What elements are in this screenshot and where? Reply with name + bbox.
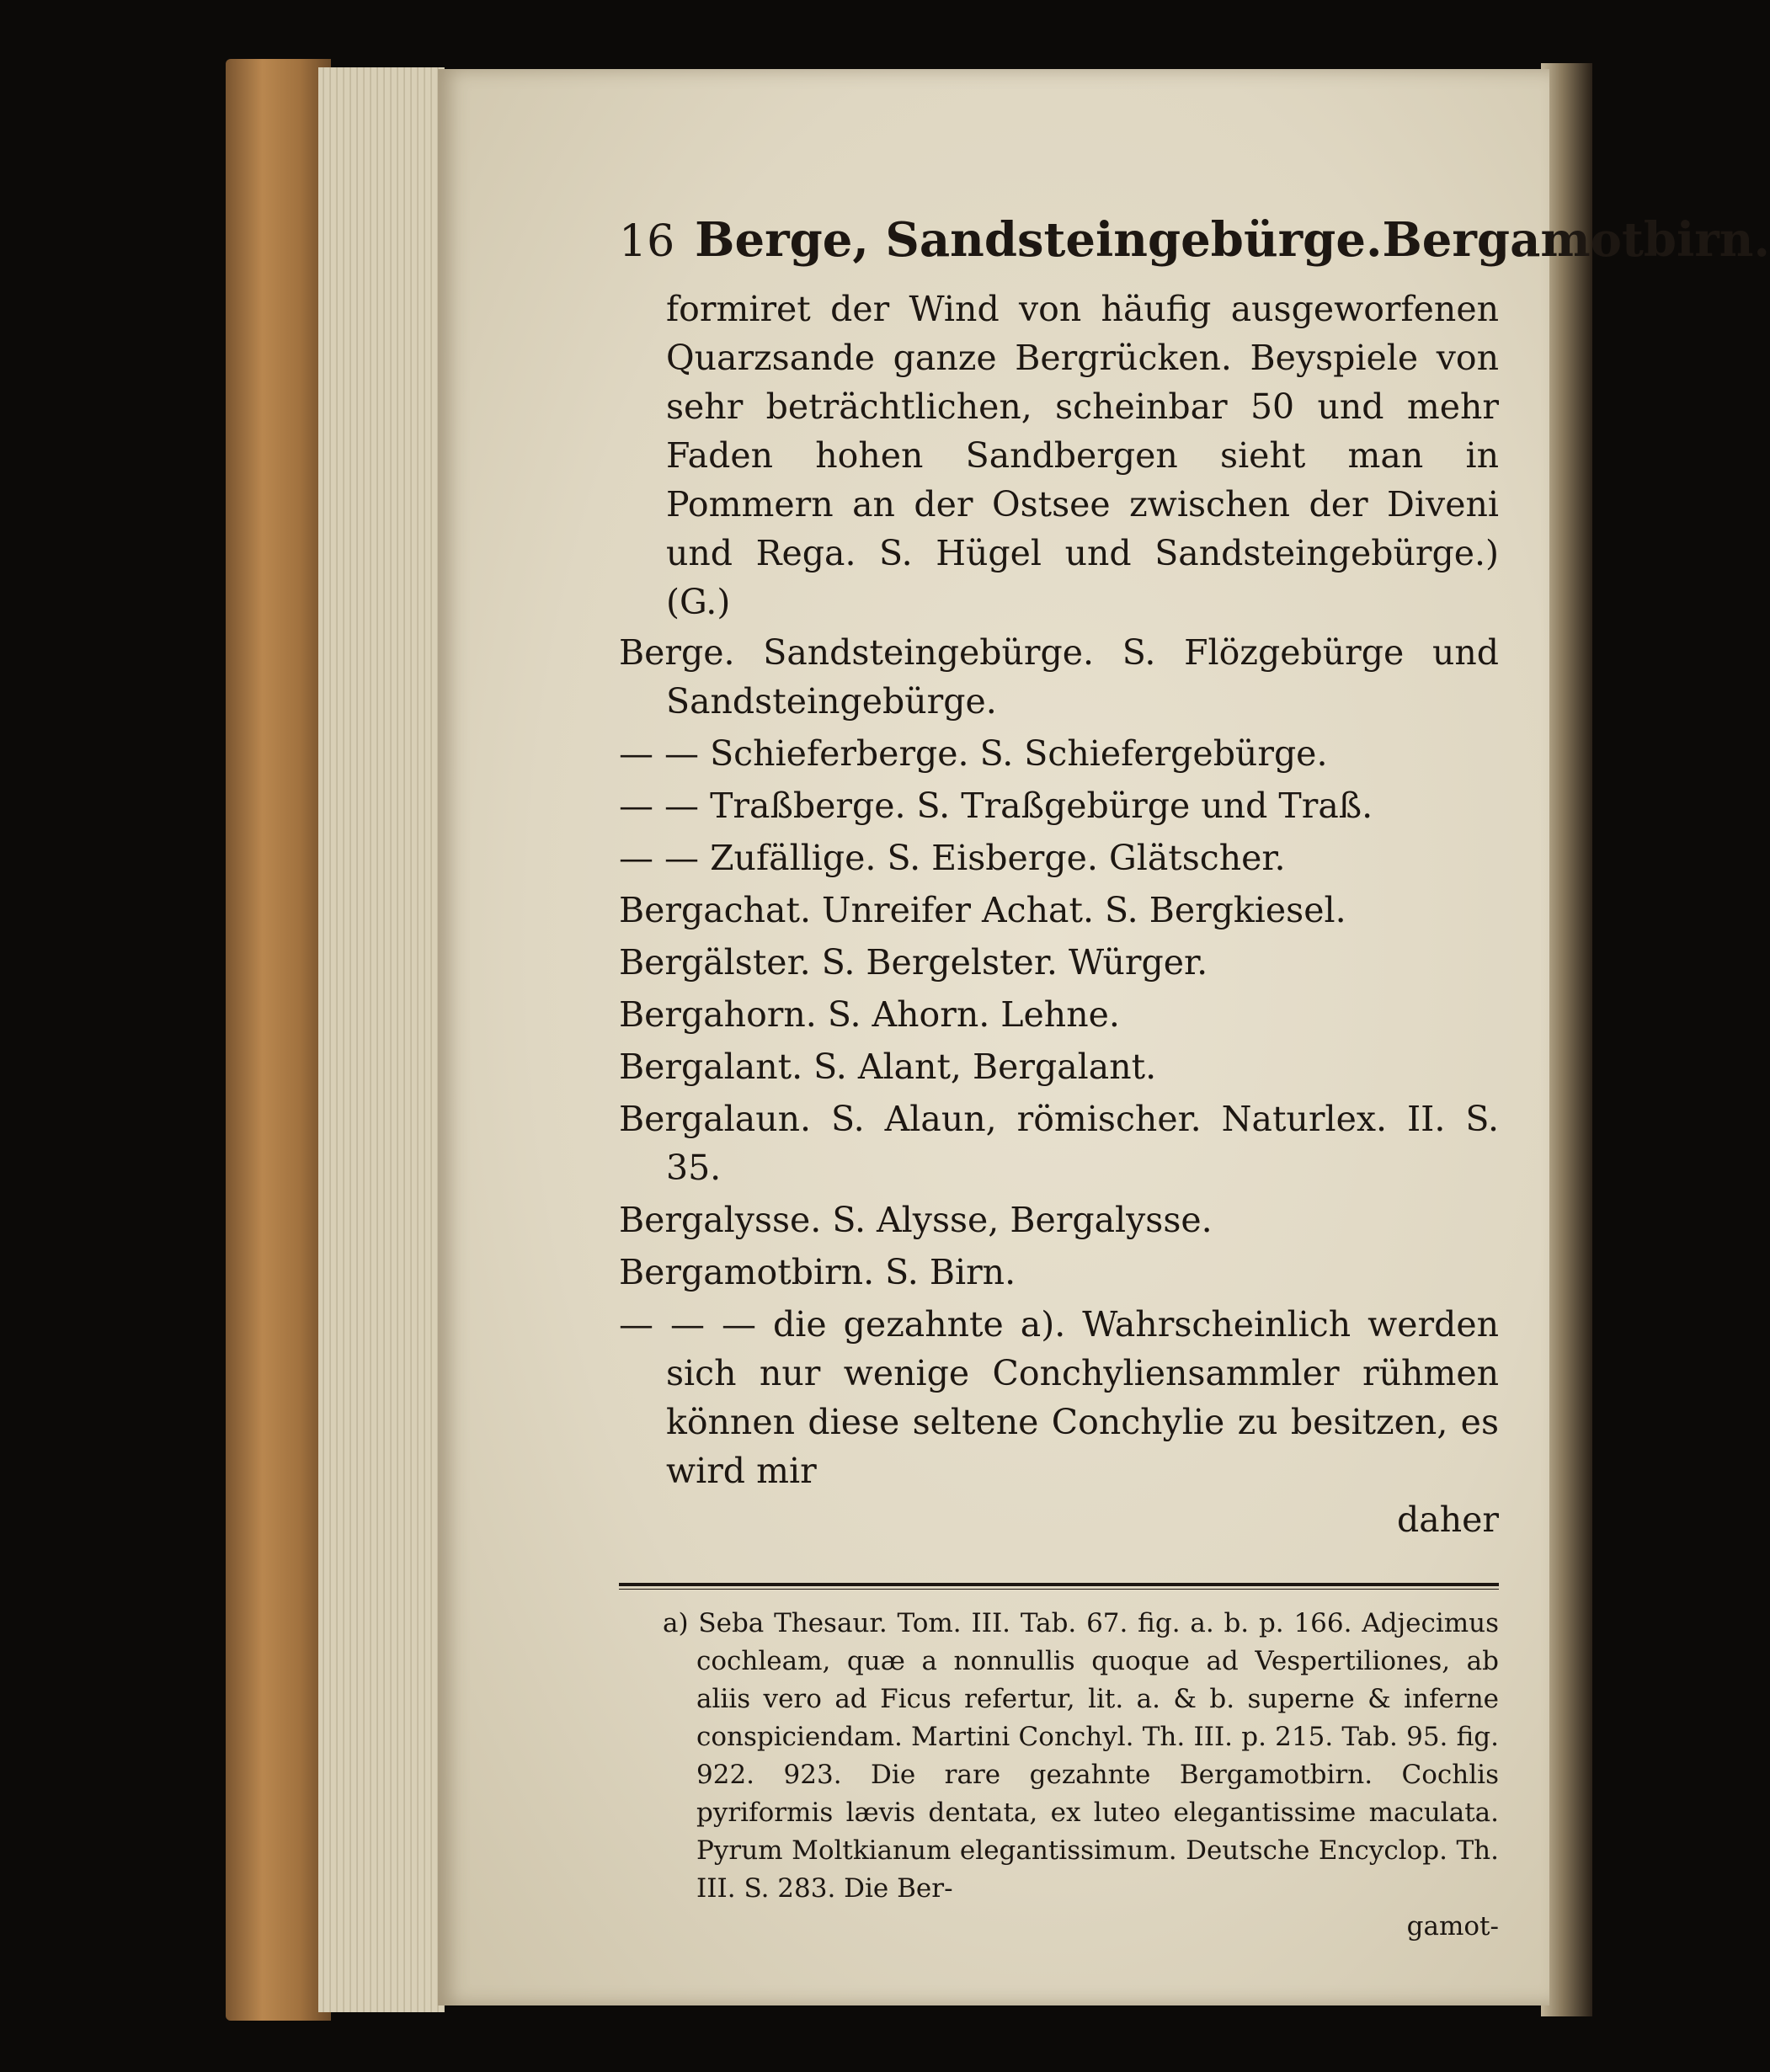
dictionary-entry: Bergalant. S. Alant, Bergalant. [619,1047,1157,1087]
entry-catchword: daher [1397,1499,1499,1540]
footnote-catchword: gamot- [1406,1911,1499,1942]
header-catchword: Bergamotbirn. [1382,212,1770,268]
footnote [619,1605,1499,1946]
dictionary-entry: — — Zufällige. S. Eisberge. Glätscher. [619,838,1286,878]
dictionary-entry: Bergamotbirn. S. Birn. [619,1252,1016,1292]
page-stack-edges [318,67,445,2012]
footnote-text: a) Seba Thesaur. Tom. III. Tab. 67. fig. a. b. p. 166. Adjecimus cochleam, quæ a nonnullis quoque ad Vespertiliones, ab aliis vero ad Ficus refertur, lit. a. & b. superne & inferne conspiciendam. Martini Conchyl. Th. III. p. 215. Tab. 95. fig. 922. 923. Die rare gezahnte Bergamotbirn. Cochlis pyriformis lævis dentata, ex luteo elegantissime maculata. Pyrum Moltkianum elegantissimum. Deutsche Encyclop. Th. III. S. 283. Die Ber- [663,1608,1499,1904]
dictionary-entry: — — — die gezahnte a). Wahrscheinlich werden sich nur wenige Conchyliensammler rühmen können diese seltene Conchylie zu besitzen, es wird mir [619,1304,1499,1491]
page-number: 16 [619,216,675,267]
running-header [619,210,1770,271]
dictionary-entry: Bergalaun. S. Alaun, römischer. Naturlex. II. S. 35. [619,1099,1499,1188]
dictionary-entry: Berge. Sandsteingebürge. S. Flözgebürge und Sandsteingebürge. [619,632,1499,722]
dictionary-entry: — — Traßberge. S. Traßgebürge und Traß. [619,786,1373,826]
dictionary-entry: — — Schieferberge. S. Schiefergebürge. [619,733,1328,774]
continuation-paragraph: formiret der Wind von häufig ausgeworfenen Quarzsande ganze Bergrücken. Beyspiele von sehr beträchtlichen, scheinbar 50 und mehr Faden hohen Sandbergen sieht man in Pommern an der Ostsee zwischen der Diveni und Rega. S. Hügel und Sandsteingebürge.) (G.) [666,289,1499,622]
dictionary-entry: Bergachat. Unreifer Achat. S. Bergkiesel. [619,890,1346,930]
footnote-rule [619,1583,1499,1590]
book-cover-edge [226,59,331,2021]
dictionary-entry: Bergahorn. S. Ahorn. Lehne. [619,994,1120,1035]
header-title: Berge, Sandsteingebürge. [695,212,1383,268]
page-text [619,210,1770,1946]
dictionary-entry: Bergalysse. S. Alysse, Bergalysse. [619,1200,1213,1240]
dictionary-entry: Bergälster. S. Bergelster. Würger. [619,942,1208,983]
